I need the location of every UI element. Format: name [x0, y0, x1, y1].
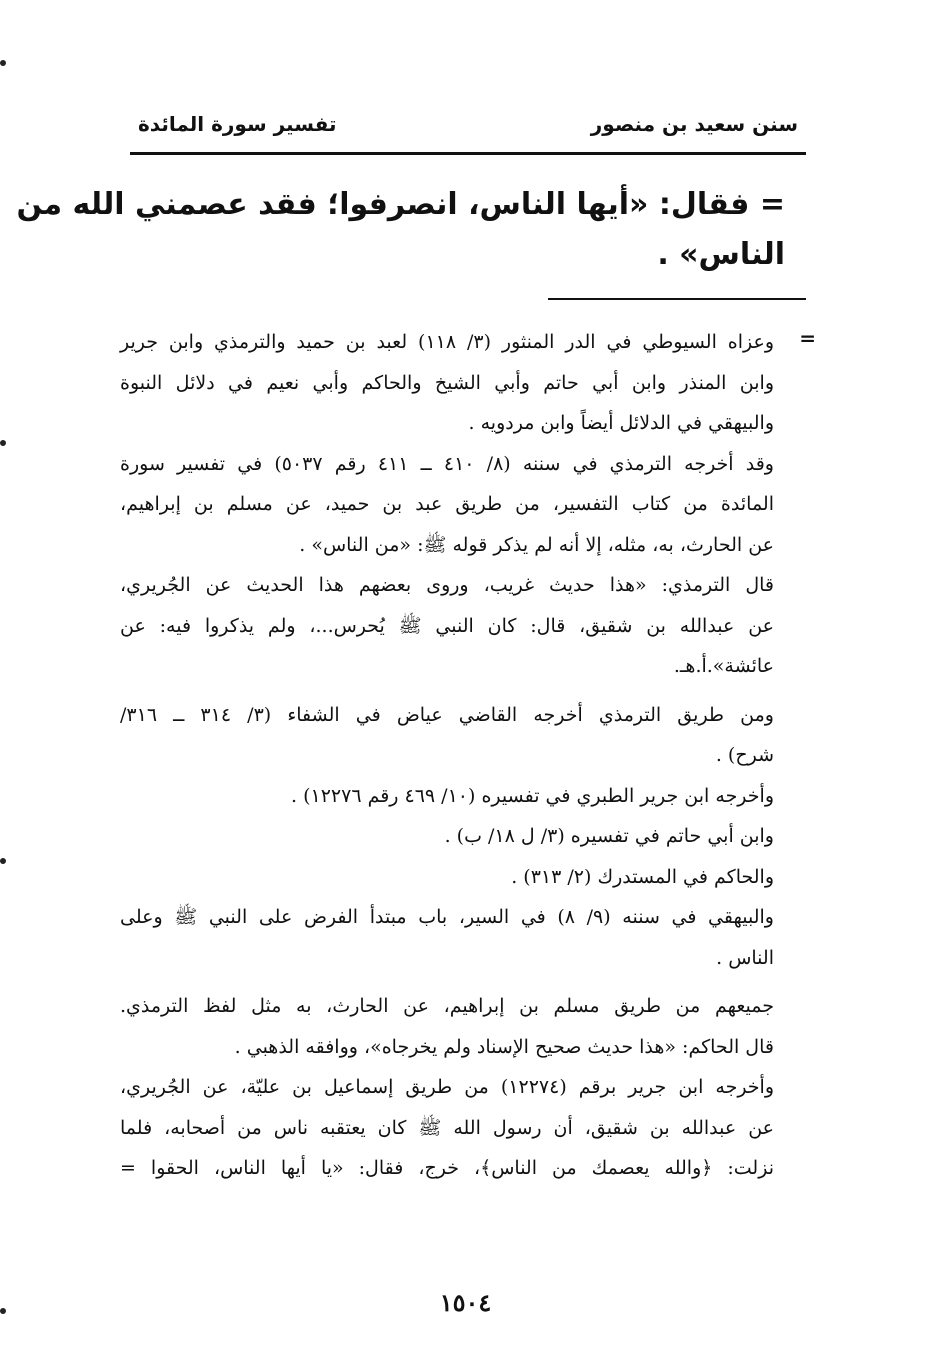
scan-speck [0, 60, 6, 66]
running-header [130, 112, 806, 146]
footnote-line: وأخرجه ابن جرير برقم (١٢٢٧٤) من طريق إسماعيل بن عليّة، عن الجُريري، [120, 1076, 774, 1098]
main-text-line: الناس» . [657, 237, 785, 272]
footnote-separator [548, 298, 806, 300]
footnote-line: قال الحاكم: «هذا حديث صحيح الإسناد ولم يخرجاه»، ووافقه الذهبي . [234, 1035, 774, 1058]
main-text [16, 180, 785, 280]
footnote-line: وابن أبي حاتم في تفسيره (٣/ ل ١٨/ ب) . [444, 825, 774, 847]
footnote-continuation-mark: = [799, 326, 816, 350]
scan-speck [0, 858, 6, 864]
footnote-line: ومن طريق الترمذي أخرجه القاضي عياض في الشفاء (٣/ ٣١٤ ــ ٣١٦/ [120, 703, 774, 726]
footnote-line: قال الترمذي: «هذا حديث غريب، وروى بعضهم هذا الحديث عن الجُريري، [120, 574, 774, 596]
footnote-line: عن عبدالله بن شقيق، أن رسول الله ﷺ كان يعتقبه ناس من أصحابه، فلما [120, 1116, 774, 1139]
footnote-line: وابن المنذر وابن أبي حاتم وأبي الشيخ والحاكم وأبي نعيم في دلائل النبوة [120, 371, 774, 394]
book-title: سنن سعيد بن منصور [590, 112, 798, 136]
footnote-line: وعزاه السيوطي في الدر المنثور (٣/ ١١٨) لعبد بن حميد والترمذي وابن جرير [120, 331, 774, 353]
footnote-line: والحاكم في المستدرك (٢/ ٣١٣) . [511, 865, 774, 888]
scan-speck [0, 1308, 6, 1314]
footnote-line: شرح) . [715, 744, 774, 766]
main-text-line: = فقال: «أيها الناس، انصرفوا؛ فقد عصمني الله من [16, 187, 785, 222]
footnote-line: الناس . [716, 946, 774, 969]
scan-speck [0, 440, 6, 446]
footnote-line: وقد أخرجه الترمذي في سننه (٨/ ٤١٠ ــ ٤١١ رقم ٥٠٣٧) في تفسير سورة [120, 452, 774, 475]
footnote-line: المائدة من كتاب التفسير، من طريق عبد بن حميد، عن مسلم بن إبراهيم، [120, 493, 774, 515]
footnote-line: عائشة».أ.هـ. [673, 655, 774, 677]
header-rule [130, 152, 806, 155]
footnote-line: والبيهقي في سننه (٩/ ٨) في السير، باب مبتدأ الفرض على النبي ﷺ وعلى [120, 906, 774, 928]
footnote-line: جميعهم من طريق مسلم بن إبراهيم، عن الحارث، به مثل لفظ الترمذي. [120, 995, 774, 1017]
footnote-line: عن الحارث، به، مثله، إلا أنه لم يذكر قوله ﷺ: «من الناس» . [299, 533, 774, 556]
footnote-line: والبيهقي في الدلائل أيضاً وابن مردويه . [468, 412, 774, 434]
footnote-line: نزلت: ﴿والله يعصمك من الناس﴾، خرج، فقال: «يا أيها الناس، الحقوا = [120, 1157, 774, 1179]
section-title: تفسير سورة المائدة [138, 112, 337, 136]
footnote-line: عن عبدالله بن شقيق، قال: كان النبي ﷺ يُحرس...، ولم يذكروا فيه: عن [120, 614, 774, 637]
footnotes [120, 322, 774, 1189]
page-number: ١٥٠٤ [439, 1288, 492, 1317]
footnote-line: وأخرجه ابن جرير الطبري في تفسيره (١٠/ ٤٦٩ رقم ١٢٢٧٦) . [291, 784, 774, 807]
